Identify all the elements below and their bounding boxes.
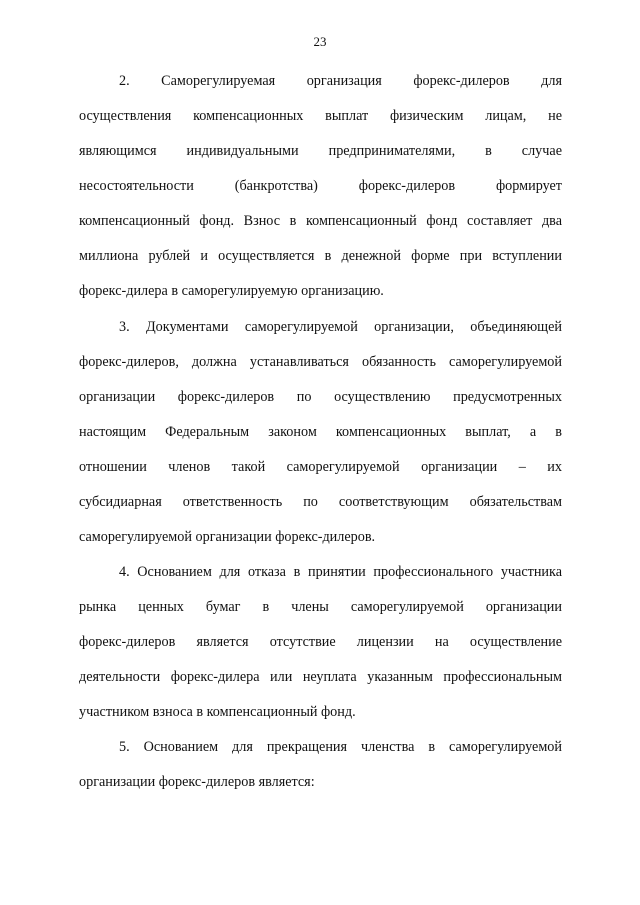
text-line: саморегулируемой организации форекс-дилеров.	[79, 529, 376, 545]
text-line: организации форекс-дилеров по осуществлению предусмотренных	[79, 389, 562, 405]
text-line: 4. Основанием для отказа в принятии профессионального участника	[119, 564, 562, 580]
text-line: 3. Документами саморегулируемой организации, объединяющей	[119, 319, 562, 335]
text-line: форекс-дилера в саморегулируемую организацию.	[79, 283, 384, 299]
text-line: субсидиарная ответственность по соответствующим обязательствам	[79, 494, 562, 510]
text-line: миллиона рублей и осуществляется в денежной форме при вступлении	[79, 248, 562, 264]
text-line: несостоятельности (банкротства) форекс-дилеров формирует	[79, 178, 562, 194]
text-line: форекс-дилеров является отсутствие лицензии на осуществление	[79, 634, 562, 650]
text-line: деятельности форекс-дилера или неуплата указанным профессиональным	[79, 669, 562, 685]
text-line: 5. Основанием для прекращения членства в саморегулируемой	[119, 739, 562, 755]
text-line: компенсационный фонд. Взнос в компенсационный фонд составляет два	[79, 213, 562, 229]
text-line: отношении членов такой саморегулируемой организации – их	[79, 459, 562, 475]
text-line: участником взноса в компенсационный фонд.	[79, 704, 356, 720]
text-line: настоящим Федеральным законом компенсационных выплат, а в	[79, 424, 562, 440]
page-number: 23	[313, 34, 327, 49]
text-line: организации форекс-дилеров является:	[79, 774, 315, 790]
text-line: рынка ценных бумаг в члены саморегулируемой организации	[79, 599, 562, 615]
text-line: 2. Саморегулируемая организация форекс-дилеров для	[119, 73, 562, 89]
text-line: являющимся индивидуальными предпринимателями, в случае	[79, 143, 562, 159]
text-line: осуществления компенсационных выплат физическим лицам, не	[79, 108, 562, 124]
text-line: форекс-дилеров, должна устанавливаться обязанность саморегулируемой	[79, 354, 562, 370]
